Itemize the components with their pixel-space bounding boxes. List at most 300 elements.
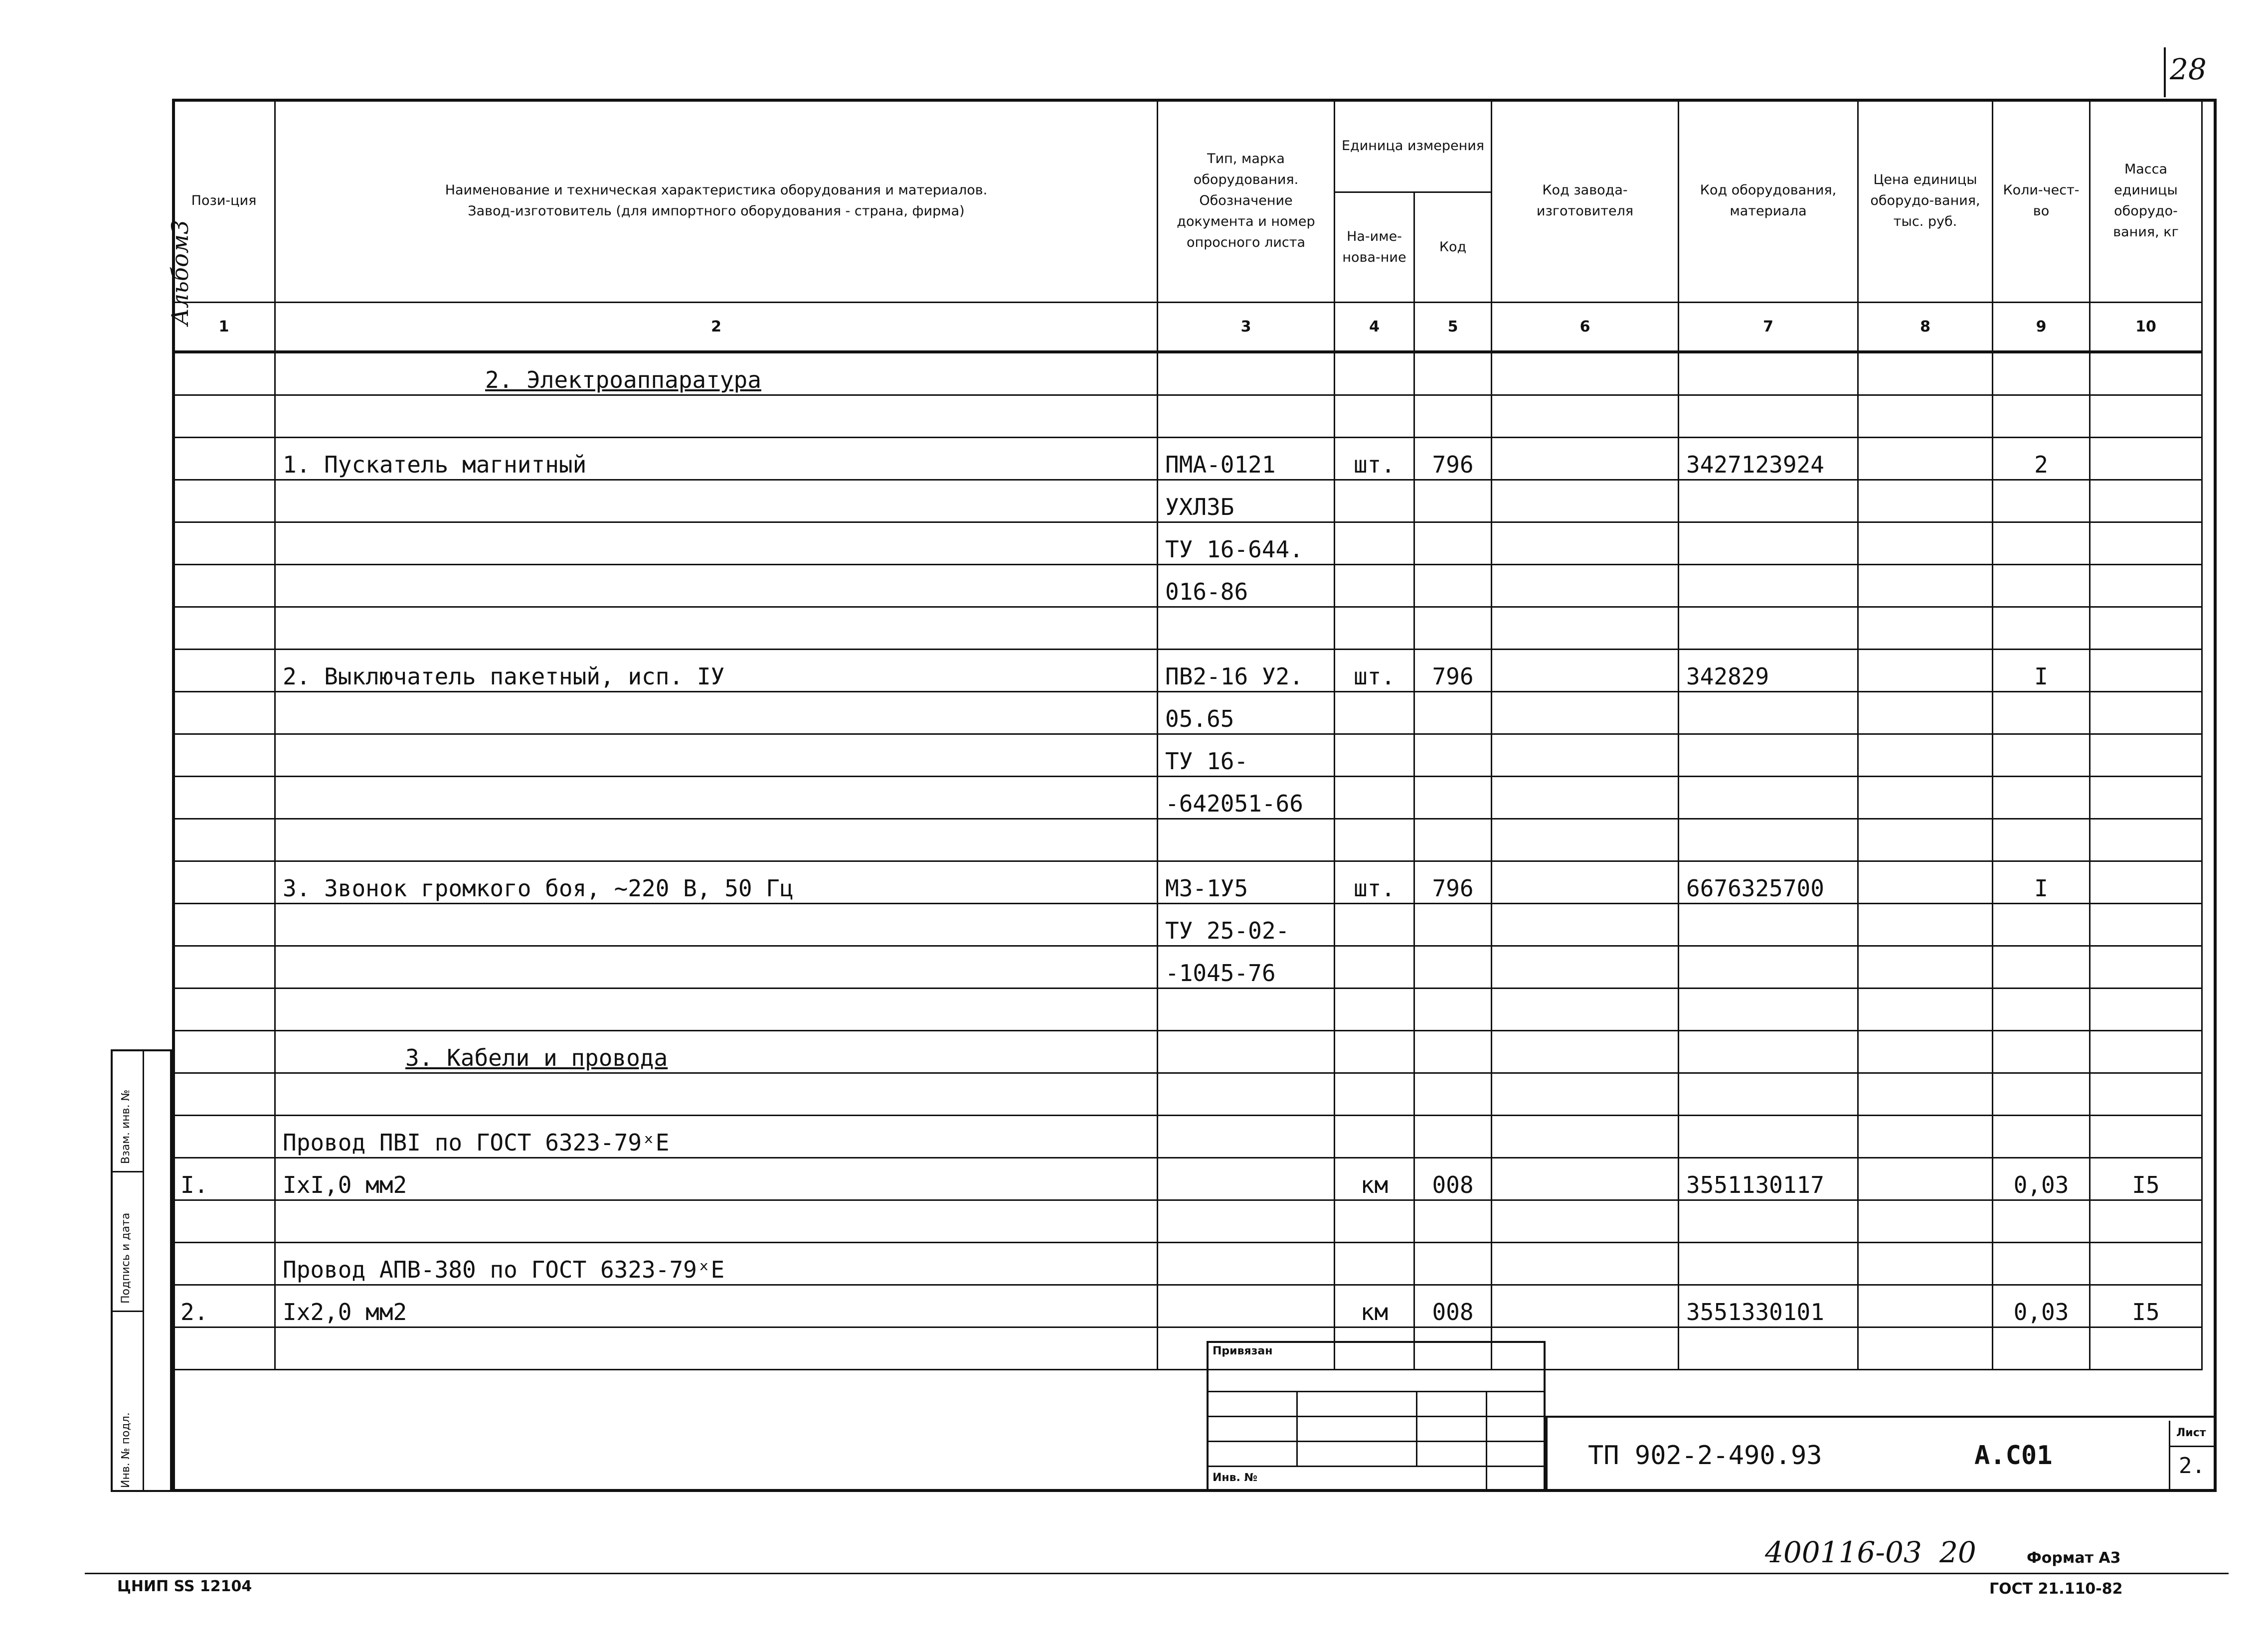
cell-code	[1414, 352, 1492, 395]
cell-pos	[173, 734, 275, 777]
header-unit-name: На-име-нова-ние	[1335, 192, 1414, 303]
cell-type: ПВ2-16 У2.	[1158, 650, 1335, 692]
cell-qty	[1993, 692, 2090, 734]
cell-factory	[1492, 1031, 1679, 1073]
cell-unit	[1335, 395, 1414, 438]
cell-code	[1414, 1200, 1492, 1243]
cell-factory	[1492, 861, 1679, 904]
cell-name: 2. Выключатель пакетный, исп. IУ	[275, 650, 1158, 692]
cell-mass	[2090, 650, 2202, 692]
cell-qty	[1993, 565, 2090, 607]
table-row	[173, 1285, 2202, 1327]
cell-equip	[1679, 1116, 1858, 1158]
cell-equip: 6676325700	[1679, 861, 1858, 904]
side-label-inv-orig: Инв. № подл.	[120, 1412, 132, 1488]
col-num: 5	[1414, 303, 1492, 352]
cell-pos	[173, 777, 275, 819]
cell-code	[1414, 522, 1492, 565]
cell-equip	[1679, 1243, 1858, 1285]
cell-type	[1158, 1243, 1335, 1285]
cell-code	[1414, 904, 1492, 946]
cell-name: 1. Пускатель магнитный	[275, 438, 1158, 480]
cell-pos	[173, 522, 275, 565]
cell-factory	[1492, 1243, 1679, 1285]
cell-pos	[173, 565, 275, 607]
cell-name	[275, 777, 1158, 819]
cell-code	[1414, 777, 1492, 819]
cell-factory	[1492, 1285, 1679, 1327]
cell-price	[1858, 1031, 1993, 1073]
cell-pos	[173, 692, 275, 734]
cell-mass	[2090, 1031, 2202, 1073]
cell-name	[275, 565, 1158, 607]
cell-equip	[1679, 565, 1858, 607]
cell-mass	[2090, 565, 2202, 607]
cell-code: 796	[1414, 650, 1492, 692]
cell-price	[1858, 650, 1993, 692]
table-row	[173, 946, 2202, 989]
col-num: 2	[275, 303, 1158, 352]
cell-name: Провод ПВI по ГОСТ 6323-79ˣЕ	[275, 1116, 1158, 1158]
cell-factory	[1492, 1116, 1679, 1158]
cell-equip: 3551330101	[1679, 1285, 1858, 1327]
cell-type	[1158, 1158, 1335, 1200]
table-row	[173, 565, 2202, 607]
cell-type: -642051-66	[1158, 777, 1335, 819]
header-position: Пози-ция	[173, 100, 275, 303]
cell-qty	[1993, 352, 2090, 395]
sheet-label: Лист	[2176, 1427, 2206, 1439]
cell-factory	[1492, 777, 1679, 819]
cell-name	[275, 607, 1158, 650]
cell-qty	[1993, 819, 2090, 861]
cell-price	[1858, 734, 1993, 777]
cell-code	[1414, 819, 1492, 861]
cell-factory	[1492, 1073, 1679, 1116]
cell-unit	[1335, 480, 1414, 522]
cell-name	[275, 522, 1158, 565]
cell-qty: 0,03	[1993, 1158, 2090, 1200]
cell-qty	[1993, 1073, 2090, 1116]
cell-equip	[1679, 1031, 1858, 1073]
cell-type: УХЛ3Б	[1158, 480, 1335, 522]
cell-unit: шт.	[1335, 861, 1414, 904]
table-row	[173, 1073, 2202, 1116]
sheet-number: 2.	[2179, 1453, 2205, 1479]
cell-type: 05.65	[1158, 692, 1335, 734]
title-block	[1207, 1341, 2217, 1492]
cell-mass	[2090, 819, 2202, 861]
cell-qty	[1993, 1200, 2090, 1243]
cell-pos	[173, 989, 275, 1031]
table-row	[173, 734, 2202, 777]
binding-line	[1207, 1391, 1546, 1392]
cell-factory	[1492, 650, 1679, 692]
cell-price	[1858, 692, 1993, 734]
cell-pos	[173, 946, 275, 989]
cell-type: 016-86	[1158, 565, 1335, 607]
cell-code	[1414, 1116, 1492, 1158]
cell-price	[1858, 395, 1993, 438]
cell-equip: 3427123924	[1679, 438, 1858, 480]
table-body	[173, 352, 2202, 1370]
cell-price	[1858, 565, 1993, 607]
footer-code: 400116-03	[1765, 1535, 1922, 1569]
cell-type: -1045-76	[1158, 946, 1335, 989]
cell-unit	[1335, 734, 1414, 777]
cell-type	[1158, 1073, 1335, 1116]
cell-name	[275, 904, 1158, 946]
cell-equip	[1679, 692, 1858, 734]
cell-name	[275, 1073, 1158, 1116]
cell-price	[1858, 946, 1993, 989]
cell-type: ТУ 25-02-	[1158, 904, 1335, 946]
cell-mass	[2090, 1243, 2202, 1285]
cell-type	[1158, 819, 1335, 861]
cell-qty	[1993, 734, 2090, 777]
cell-name	[275, 946, 1158, 989]
side-divider	[143, 1051, 144, 1490]
col-num: 9	[1993, 303, 2090, 352]
col-num: 7	[1679, 303, 1858, 352]
cell-type: ПМА-0121	[1158, 438, 1335, 480]
cell-pos	[173, 438, 275, 480]
col-num: 3	[1158, 303, 1335, 352]
cell-qty	[1993, 777, 2090, 819]
header-unit-code: Код	[1414, 192, 1492, 303]
cell-code: 008	[1414, 1285, 1492, 1327]
cell-type: ТУ 16-644.	[1158, 522, 1335, 565]
header-unit: Единица измерения	[1335, 100, 1492, 192]
col-num: 1	[173, 303, 275, 352]
cell-type	[1158, 1031, 1335, 1073]
cell-factory	[1492, 734, 1679, 777]
cell-equip	[1679, 1073, 1858, 1116]
cell-price	[1858, 1116, 1993, 1158]
cell-code	[1414, 989, 1492, 1031]
list-line	[2169, 1446, 2217, 1447]
cell-mass	[2090, 1116, 2202, 1158]
table-row	[173, 1200, 2202, 1243]
cell-unit	[1335, 1031, 1414, 1073]
cell-pos: 2.	[173, 1285, 275, 1327]
cell-code	[1414, 480, 1492, 522]
cell-mass	[2090, 1073, 2202, 1116]
col-num: 10	[2090, 303, 2202, 352]
cell-name	[275, 692, 1158, 734]
cell-qty: 0,03	[1993, 1285, 2090, 1327]
cell-code: 796	[1414, 861, 1492, 904]
cell-unit	[1335, 1243, 1414, 1285]
cell-equip	[1679, 1200, 1858, 1243]
table-row	[173, 1243, 2202, 1285]
cell-type	[1158, 1116, 1335, 1158]
cell-pos	[173, 607, 275, 650]
cell-mass	[2090, 480, 2202, 522]
cell-type	[1158, 989, 1335, 1031]
cell-name: IxI,0 мм2	[275, 1158, 1158, 1200]
cell-mass	[2090, 438, 2202, 480]
cell-qty	[1993, 1116, 2090, 1158]
cell-qty: I	[1993, 861, 2090, 904]
binding-line	[1207, 1416, 1546, 1417]
cell-mass	[2090, 989, 2202, 1031]
cell-unit	[1335, 1073, 1414, 1116]
binding-line	[1207, 1466, 1546, 1467]
cell-factory	[1492, 480, 1679, 522]
cell-equip	[1679, 395, 1858, 438]
cell-name: 3. Звонок громкого боя, ~220 В, 50 Гц	[275, 861, 1158, 904]
cell-equip	[1679, 989, 1858, 1031]
cell-qty: I	[1993, 650, 2090, 692]
cell-factory	[1492, 522, 1679, 565]
cell-code	[1414, 395, 1492, 438]
cell-unit	[1335, 946, 1414, 989]
cell-price	[1858, 480, 1993, 522]
header-mass: Масса единицы оборудо-вания, кг	[2090, 100, 2202, 303]
binding-line	[1207, 1441, 1546, 1442]
header-name	[275, 100, 1158, 303]
cell-code	[1414, 1031, 1492, 1073]
cell-unit: шт.	[1335, 650, 1414, 692]
cell-qty	[1993, 946, 2090, 989]
cniip-label: ЦНИП SS 12104	[117, 1578, 252, 1595]
cell-code	[1414, 734, 1492, 777]
cell-code	[1414, 692, 1492, 734]
table-row	[173, 904, 2202, 946]
cell-pos: I.	[173, 1158, 275, 1200]
cell-factory	[1492, 692, 1679, 734]
format-label: Формат А3	[2027, 1549, 2121, 1567]
cell-qty	[1993, 607, 2090, 650]
cell-factory	[1492, 565, 1679, 607]
document-code: ТП 902-2-490.93	[1588, 1441, 1822, 1471]
cell-pos	[173, 395, 275, 438]
table-row	[173, 522, 2202, 565]
cell-equip: 342829	[1679, 650, 1858, 692]
cell-code	[1414, 1243, 1492, 1285]
cell-factory	[1492, 607, 1679, 650]
cell-mass	[2090, 1200, 2202, 1243]
cell-pos	[173, 650, 275, 692]
cell-mass	[2090, 946, 2202, 989]
cell-unit	[1335, 904, 1414, 946]
cell-code	[1414, 946, 1492, 989]
cell-factory	[1492, 989, 1679, 1031]
cell-equip	[1679, 480, 1858, 522]
binding-vline	[1486, 1391, 1487, 1490]
cell-factory	[1492, 904, 1679, 946]
cell-factory	[1492, 1158, 1679, 1200]
cell-unit: шт.	[1335, 438, 1414, 480]
cell-code	[1414, 1073, 1492, 1116]
col-num: 4	[1335, 303, 1414, 352]
cell-pos	[173, 1243, 275, 1285]
cell-name	[275, 734, 1158, 777]
cell-name	[275, 1200, 1158, 1243]
cell-type: ТУ 16-	[1158, 734, 1335, 777]
header-quantity: Коли-чест-во	[1993, 100, 2090, 303]
table-row	[173, 480, 2202, 522]
cell-unit: км	[1335, 1158, 1414, 1200]
cell-price	[1858, 607, 1993, 650]
table-row	[173, 777, 2202, 819]
cell-mass	[2090, 904, 2202, 946]
section-title: 3. Кабели и провода	[405, 1044, 668, 1071]
table-row	[173, 861, 2202, 904]
table-row	[173, 438, 2202, 480]
cell-pos	[173, 861, 275, 904]
cell-type	[1158, 352, 1335, 395]
cell-mass	[2090, 861, 2202, 904]
binding-label: Привязан	[1213, 1345, 1273, 1357]
footer-number: 20	[1939, 1535, 1976, 1569]
cell-pos	[173, 1200, 275, 1243]
cell-type	[1158, 1285, 1335, 1327]
cell-code	[1414, 607, 1492, 650]
cell-pos	[173, 1073, 275, 1116]
cell-price	[1858, 1158, 1993, 1200]
cell-equip: 3551130117	[1679, 1158, 1858, 1200]
footer-line	[85, 1573, 2229, 1574]
cell-code: 008	[1414, 1158, 1492, 1200]
cell-name	[275, 1031, 1158, 1073]
cell-unit	[1335, 522, 1414, 565]
cell-factory	[1492, 819, 1679, 861]
cell-unit	[1335, 989, 1414, 1031]
table-row	[173, 352, 2202, 395]
cell-name	[275, 352, 1158, 395]
cell-mass	[2090, 395, 2202, 438]
cell-qty: 2	[1993, 438, 2090, 480]
side-label-replace-inv: Взам. инв. №	[120, 1089, 132, 1164]
cell-price	[1858, 438, 1993, 480]
col-num: 8	[1858, 303, 1993, 352]
table-row	[173, 989, 2202, 1031]
cell-qty	[1993, 904, 2090, 946]
cell-qty	[1993, 1243, 2090, 1285]
binding-vline	[1416, 1391, 1417, 1466]
header-factory-code: Код завода-изготовителя	[1492, 100, 1679, 303]
side-label-signature-date: Подпись и дата	[120, 1212, 132, 1304]
cell-unit	[1335, 692, 1414, 734]
cell-price	[1858, 989, 1993, 1031]
cell-price	[1858, 352, 1993, 395]
cell-equip	[1679, 607, 1858, 650]
cell-pos	[173, 1327, 275, 1370]
cell-mass	[2090, 607, 2202, 650]
list-divider	[2169, 1421, 2170, 1492]
page-number-bar	[2164, 47, 2166, 97]
cell-mass	[2090, 777, 2202, 819]
cell-unit	[1335, 565, 1414, 607]
cell-type	[1158, 607, 1335, 650]
specification-table	[172, 99, 2203, 1370]
cell-mass	[2090, 734, 2202, 777]
cell-type	[1158, 1200, 1335, 1243]
table-row	[173, 692, 2202, 734]
cell-mass: I5	[2090, 1285, 2202, 1327]
cell-name	[275, 989, 1158, 1031]
cell-pos	[173, 352, 275, 395]
side-hline	[113, 1311, 143, 1312]
cell-price	[1858, 904, 1993, 946]
cell-price	[1858, 1200, 1993, 1243]
cell-price	[1858, 1243, 1993, 1285]
cell-equip	[1679, 904, 1858, 946]
cell-type	[1158, 395, 1335, 438]
cell-price	[1858, 522, 1993, 565]
cell-code: 796	[1414, 438, 1492, 480]
cell-equip	[1679, 819, 1858, 861]
side-hline	[113, 1171, 143, 1172]
cell-qty	[1993, 480, 2090, 522]
cell-name	[275, 1327, 1158, 1370]
cell-mass	[2090, 692, 2202, 734]
col-num: 6	[1492, 303, 1679, 352]
cell-unit	[1335, 352, 1414, 395]
cell-equip	[1679, 352, 1858, 395]
header-equipment-code: Код оборудования, материала	[1679, 100, 1858, 303]
inventory-label: Инв. №	[1213, 1472, 1258, 1484]
cell-equip	[1679, 946, 1858, 989]
cell-price	[1858, 819, 1993, 861]
column-numbers-row	[173, 303, 2202, 352]
cell-pos	[173, 904, 275, 946]
cell-name: Iх2,0 мм2	[275, 1285, 1158, 1327]
cell-qty	[1993, 989, 2090, 1031]
cell-unit	[1335, 819, 1414, 861]
cell-price	[1858, 777, 1993, 819]
table-row	[173, 1031, 2202, 1073]
cell-unit	[1335, 777, 1414, 819]
page-number: 28	[2170, 52, 2207, 86]
cell-name: Провод АПВ-380 по ГОСТ 6323-79ˣЕ	[275, 1243, 1158, 1285]
cell-unit	[1335, 607, 1414, 650]
cell-pos	[173, 1031, 275, 1073]
cell-unit	[1335, 1116, 1414, 1158]
section-title: 2. Электроаппаратура	[485, 366, 761, 393]
cell-name	[275, 480, 1158, 522]
cell-pos	[173, 819, 275, 861]
cell-factory	[1492, 438, 1679, 480]
cell-equip	[1679, 734, 1858, 777]
table-row	[173, 819, 2202, 861]
header-name-line1: Наименование и техническая характеристика оборудования и материалов.	[445, 182, 988, 198]
header-price: Цена единицы оборудо-вания, тыс. руб.	[1858, 100, 1993, 303]
cell-mass: I5	[2090, 1158, 2202, 1200]
sheet-code: А.С01	[1974, 1441, 2053, 1471]
cell-factory	[1492, 1200, 1679, 1243]
cell-qty	[1993, 395, 2090, 438]
cell-pos	[173, 1116, 275, 1158]
table-row	[173, 395, 2202, 438]
header-type: Тип, марка оборудования. Обозначение документа и номер опросного листа	[1158, 100, 1335, 303]
cell-factory	[1492, 946, 1679, 989]
cell-unit: км	[1335, 1285, 1414, 1327]
cell-factory	[1492, 352, 1679, 395]
table-row	[173, 607, 2202, 650]
cell-equip	[1679, 777, 1858, 819]
table-row	[173, 650, 2202, 692]
table-row	[173, 1116, 2202, 1158]
cell-price	[1858, 861, 1993, 904]
binding-vline	[1296, 1391, 1298, 1466]
cell-qty	[1993, 522, 2090, 565]
table-row	[173, 1158, 2202, 1200]
cell-price	[1858, 1285, 1993, 1327]
cell-name	[275, 395, 1158, 438]
